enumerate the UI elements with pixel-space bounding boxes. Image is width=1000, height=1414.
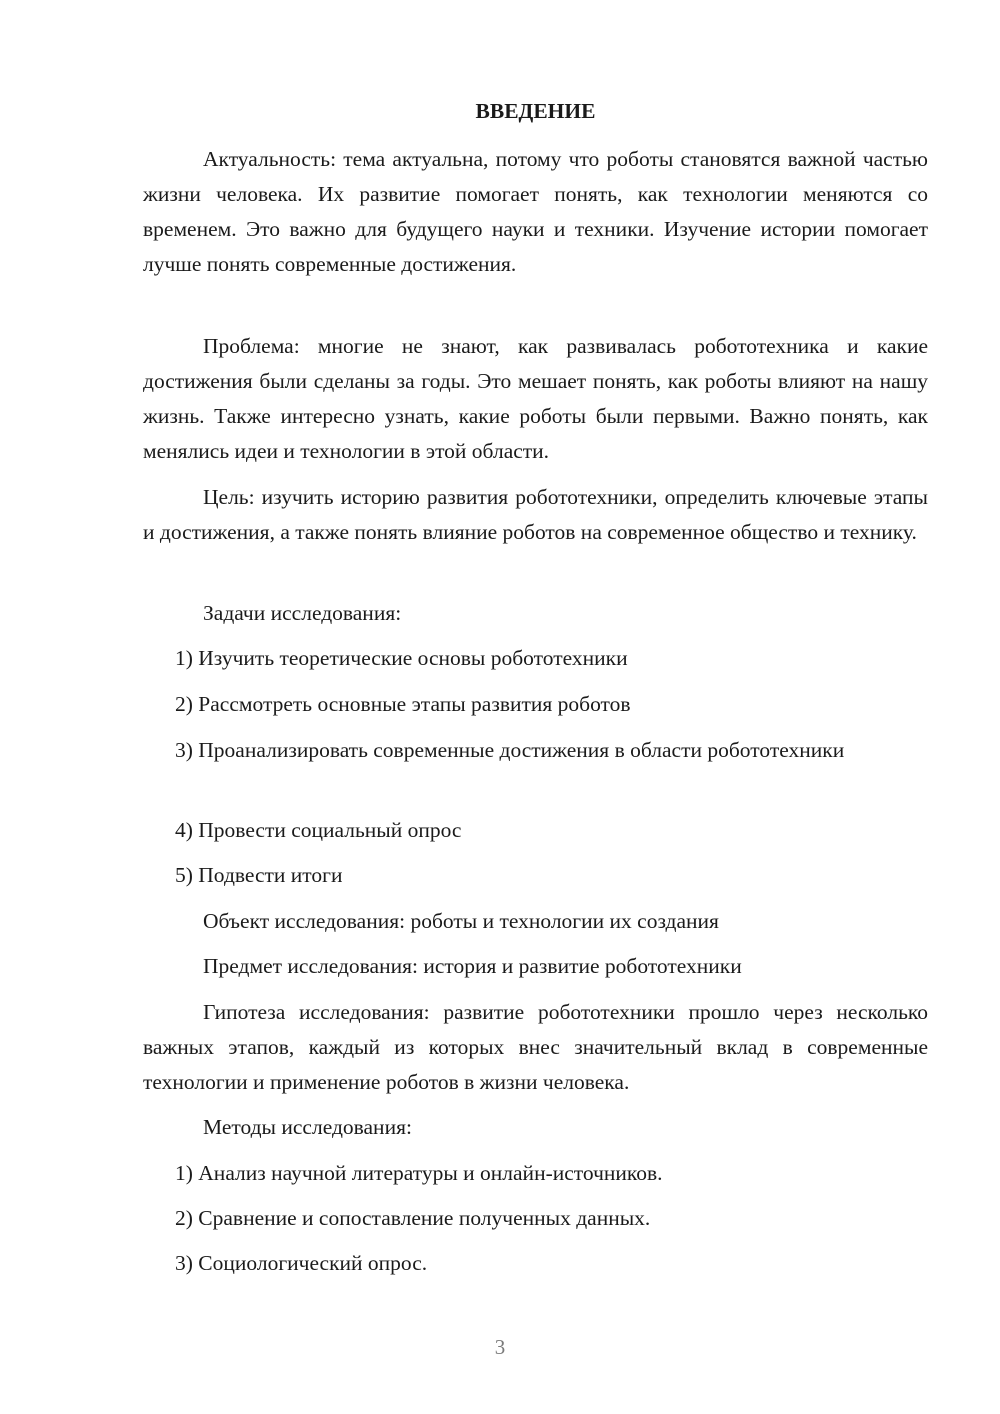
task-item-3: 3) Проанализировать современные достижения в области робототехники — [175, 738, 845, 762]
tasks-heading: Задачи исследования: — [203, 601, 402, 625]
method-item-1: 1) Анализ научной литературы и онлайн-источников. — [175, 1161, 663, 1185]
task-item-4: 4) Провести социальный опрос — [175, 818, 462, 842]
hypothesis-paragraph: Гипотеза исследования: развитие робототехники прошло через несколько важных этапов, каждый из которых внес значительный вклад в современные технологии и применение роботов в жизни человека. — [143, 1000, 928, 1094]
task-item-2: 2) Рассмотреть основные этапы развития роботов — [175, 692, 631, 716]
goal-paragraph: Цель: изучить историю развития робототехники, определить ключевые этапы и достижения, а также понять влияние роботов на современное общество и технику. — [143, 485, 928, 544]
methods-heading: Методы исследования: — [203, 1115, 412, 1139]
method-item-3: 3) Социологический опрос. — [175, 1251, 428, 1275]
task-item-5: 5) Подвести итоги — [175, 863, 343, 887]
task-item-1: 1) Изучить теоретические основы робототехники — [175, 646, 628, 670]
section-title: ВВЕДЕНИЕ — [475, 99, 596, 123]
problem-paragraph: Проблема: многие не знают, как развивалась робототехника и какие достижения были сделаны за годы. Это мешает понять, как роботы влияют на нашу жизнь. Также интересно узнать, какие роботы были первыми. Важно понять, как менялись идеи и технологии в этой области. — [143, 334, 928, 463]
page-number: 3 — [494, 1335, 506, 1359]
relevance-paragraph: Актуальность: тема актуальна, потому что роботы становятся важной частью жизни человека. Их развитие помогает понять, как технологии меняются со временем. Это важно для будущего науки и техники. Изучение истории помогает лучше понять современные достижения. — [143, 147, 928, 276]
subject-paragraph: Предмет исследования: история и развитие робототехники — [203, 954, 742, 978]
object-paragraph: Объект исследования: роботы и технологии их создания — [203, 909, 719, 933]
method-item-2: 2) Сравнение и сопоставление полученных данных. — [175, 1206, 651, 1230]
